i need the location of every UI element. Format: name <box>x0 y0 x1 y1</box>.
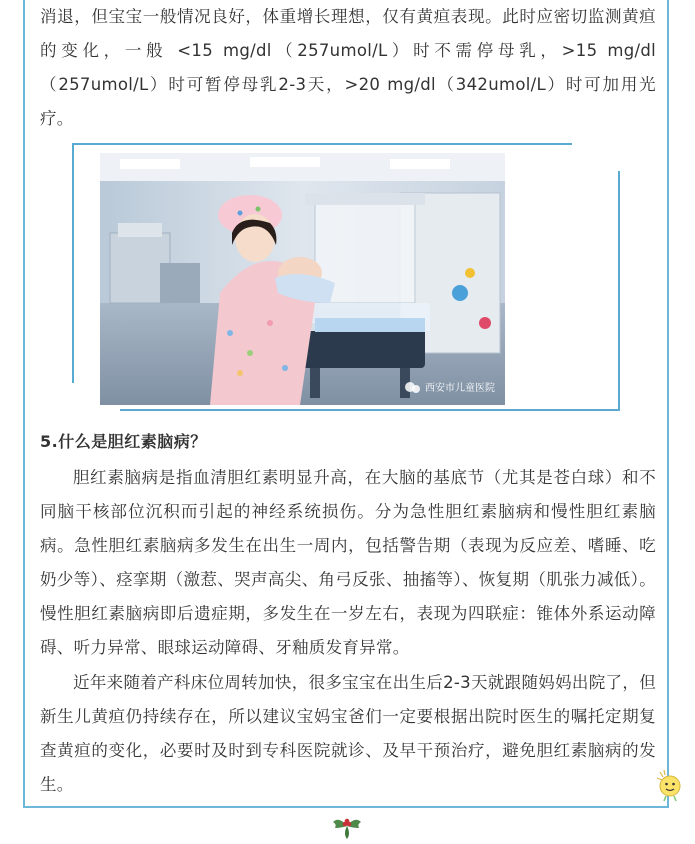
paragraph-follow-up-advice: 近年来随着产科床位周转加快，很多宝宝在出生后2-3天就跟随妈妈出院了，但新生儿黄疸仍持续存在，所以建议宝妈宝爸们一定要根据出院时医生的嘱托定期复查黄疸的变化，必要时及时到专科医院就诊、及早干预治疗，避免胆红素脑病的发生。 <box>40 673 656 794</box>
photo-watermark: 西安市儿童医院 <box>425 383 495 394</box>
paragraph-bilirubin-encephalopathy: 胆红素脑病是指血清胆红素明显升高，在大脑的基底节（尤其是苍白球）和不同脑干核部位沉积而引起的神经系统损伤。分为急性胆红素脑病和慢性胆红素脑病。急性胆红素脑病多发生在出生一周内，包括警告期（表现为反应差、嗜睡、吃奶少等）、痉挛期（激惹、哭声高尖、角弓反张、抽搐等）、恢复期（肌张力减低）。慢性胆红素脑病即后遗症期，多发生在一岁左右，表现为四联症：锥体外系运动障碍、听力异常、眼球运动障碍、牙釉质发育异常。 <box>40 468 656 657</box>
section-heading: 5.什么是胆红素脑病？ <box>40 432 207 451</box>
smiley-mascot-icon <box>654 768 684 802</box>
paragraph-jaundice-monitoring: 消退，但宝宝一般情况良好，体重增长理想，仅有黄疸表现。此时应密切监测黄疸的变化，一般 <15 mg/dl（257umol/L）时不需停母乳，>15 mg/dl（257umol/L）时可暂停母乳2-3天，>20 mg/dl（342umol/L）时可加用光疗。 <box>40 7 656 128</box>
holly-icon <box>331 812 363 840</box>
nurse-with-newborn-photo <box>100 153 505 405</box>
